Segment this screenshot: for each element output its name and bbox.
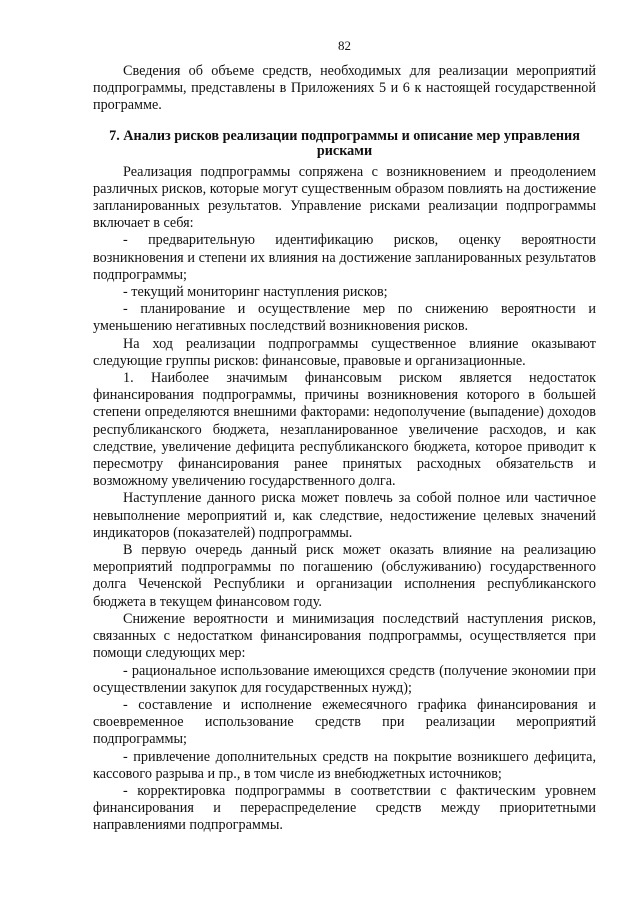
list-item-adjustment: - корректировка подпрограммы в соответствии с фактическим уровнем финансирования и перераспределение средств между приоритетными направлениями подпрограммы.	[93, 782, 596, 834]
list-item-identification: - предварительную идентификацию рисков, оценку вероятности возникновения и степени их влияния на достижение запланированных результатов подпрограммы;	[93, 232, 596, 283]
paragraph-financial-risk: 1. Наиболее значимым финансовым риском является недостаток финансирования подпрограммы, причины возникновения которого в большей степени определяются внешними факторами: недополучение (выпадение) доходов республиканского бюджета, незапланированное увеличение расходов, и как следствие, увеличение дефицита республиканского бюджета, которое приводит к пересмотру финансирования ранее принятых расходных обязательств и возможному увеличению государственного долга.	[93, 370, 596, 490]
list-item-additional-funds: - привлечение дополнительных средств на покрытие возникшего дефицита, кассового разрыва и пр., в том числе из внебюджетных источников;	[93, 748, 596, 782]
paragraph-risk-consequences: Наступление данного риска может повлечь за собой полное или частичное невыполнение мероприятий и, как следствие, недостижение целевых значений индикаторов (показателей) подпрограммы.	[93, 490, 596, 541]
paragraph-risk-groups: На ход реализации подпрограммы существенное влияние оказывают следующие группы рисков: финансовые, правовые и организационные.	[93, 335, 596, 369]
intro-paragraph: Сведения об объеме средств, необходимых для реализации мероприятий подпрограммы, представлены в Приложениях 5 и 6 к настоящей государственной программе.	[93, 63, 596, 114]
page-number: 82	[338, 38, 351, 53]
paragraph-risk-intro: Реализация подпрограммы сопряжена с возникновением и преодолением различных рисков, которые могут существенным образом повлиять на достижение запланированных результатов. Управление рисками реализации подпрограммы включает в себя:	[93, 163, 596, 232]
list-item-monthly-schedule: - составление и исполнение ежемесячного графика финансирования и своевременное использование средств при реализации мероприятий подпрограммы;	[93, 696, 596, 748]
document-body	[93, 63, 596, 835]
paragraph-risk-impact: В первую очередь данный риск может оказать влияние на реализацию мероприятий подпрограммы по погашению (обслуживанию) государственного долга Чеченской Республики и организации исполнения республиканского бюджета в текущем финансовом году.	[93, 542, 596, 610]
paragraph-mitigation-intro: Снижение вероятности и минимизация последствий наступления рисков, связанных с недостатком финансирования подпрограммы, осуществляется при помощи следующих мер:	[93, 610, 596, 662]
section-heading: 7. Анализ рисков реализации подпрограммы и описание мер управления рисками	[109, 127, 580, 159]
list-item-planning: - планирование и осуществление мер по снижению вероятности и уменьшению негативных последствий возникновения рисков.	[93, 301, 596, 335]
list-item-rational-use: - рациональное использование имеющихся средств (получение экономии при осуществлении закупок для государственных нужд);	[93, 662, 596, 696]
list-item-monitoring: - текущий мониторинг наступления рисков;	[123, 284, 388, 301]
